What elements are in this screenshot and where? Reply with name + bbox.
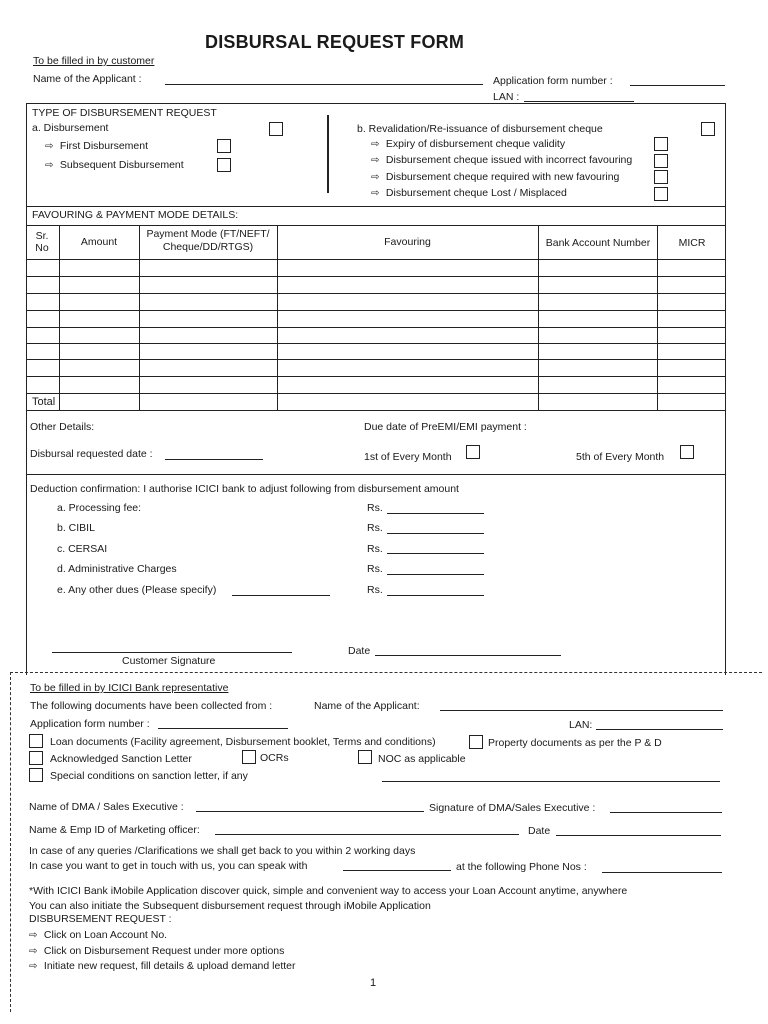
rs-label: Rs.	[367, 584, 383, 596]
expiry-label: Expiry of disbursement cheque validity	[385, 138, 566, 150]
right-arrow-icon: ⇨	[29, 946, 38, 957]
applicant-name-label: Name of the Applicant :	[33, 73, 142, 85]
revalidation-option-label: b. Revalidation/Re-issuance of disbursement cheque	[357, 123, 603, 135]
new-favouring-checkbox[interactable]	[654, 170, 668, 184]
imobile-step-label: Initiate new request, fill details & upload demand letter	[43, 960, 296, 972]
sanction-letter-checkbox[interactable]	[29, 751, 43, 765]
loan-docs-label: Loan documents (Facility agreement, Disbursement booklet, Terms and conditions)	[50, 736, 436, 748]
fifth-of-month-label: 5th of Every Month	[576, 451, 665, 463]
signature-date-field[interactable]	[375, 655, 561, 656]
table-row	[26, 310, 726, 311]
col-header-micr: MICR	[678, 237, 706, 249]
subsequent-disbursement-item	[45, 159, 184, 171]
table-row	[26, 343, 726, 344]
table-column-line	[657, 225, 658, 410]
other-dues-label: e. Any other dues (Please specify)	[57, 584, 217, 596]
table-bottom-border	[26, 410, 726, 411]
table-row	[26, 393, 726, 394]
type-section-heading: TYPE OF DISBURSEMENT REQUEST	[32, 107, 217, 119]
dma-name-label: Name of DMA / Sales Executive :	[29, 801, 184, 813]
marketing-officer-label: Name & Emp ID of Marketing officer:	[29, 824, 200, 836]
lan-label: LAN :	[493, 91, 520, 103]
contact-person-field[interactable]	[343, 870, 451, 871]
cheque-lost-checkbox[interactable]	[654, 187, 668, 201]
contact-suffix-text: at the following Phone Nos :	[456, 861, 587, 873]
cut-line-vertical	[10, 672, 11, 1012]
table-column-line	[538, 225, 539, 410]
date-label: Date	[348, 645, 371, 657]
right-arrow-icon: ⇨	[371, 139, 380, 150]
section-divider	[26, 474, 726, 475]
other-details-label: Other Details:	[30, 421, 95, 433]
table-row	[26, 376, 726, 377]
incorrect-favouring-item	[371, 154, 632, 166]
table-top-border	[26, 225, 726, 226]
imobile-step	[29, 929, 167, 941]
app-form-number-field[interactable]	[630, 85, 725, 86]
right-arrow-icon: ⇨	[45, 160, 54, 171]
table-row	[26, 276, 726, 277]
disbursement-checkbox[interactable]	[269, 122, 283, 136]
noc-label: NOC as applicable	[378, 753, 466, 765]
table-row	[26, 259, 726, 260]
form-title: DISBURSAL REQUEST FORM	[205, 32, 465, 52]
subsequent-disbursement-label: Subsequent Disbursement	[59, 159, 184, 171]
table-row	[26, 293, 726, 294]
cheque-lost-item	[371, 187, 567, 199]
disbursement-option-label: a. Disbursement	[32, 122, 109, 134]
marketing-officer-field[interactable]	[215, 834, 519, 835]
special-conditions-field[interactable]	[382, 781, 720, 782]
first-disbursement-checkbox[interactable]	[217, 139, 231, 153]
right-arrow-icon: ⇨	[29, 930, 38, 941]
contact-prefix-text: In case you want to get in touch with us, you can speak with	[29, 860, 308, 872]
cut-line	[10, 672, 762, 673]
first-disbursement-label: First Disbursement	[59, 140, 149, 152]
loan-docs-checkbox[interactable]	[29, 734, 43, 748]
bank-date-field[interactable]	[556, 835, 721, 836]
first-of-month-label: 1st of Every Month	[364, 451, 452, 463]
sanction-letter-label: Acknowledged Sanction Letter	[50, 753, 192, 765]
cheque-lost-label: Disbursement cheque Lost / Misplaced	[385, 187, 567, 199]
table-row	[26, 359, 726, 360]
col-header-sr-no: Sr. No	[35, 230, 49, 254]
cersai-label: c. CERSAI	[57, 543, 108, 555]
property-docs-label: Property documents as per the P & D	[488, 737, 662, 749]
table-column-line	[277, 225, 278, 410]
customer-signature-label: Customer Signature	[122, 655, 216, 667]
lan-field[interactable]	[524, 101, 634, 102]
requested-date-field[interactable]	[165, 459, 263, 460]
cibil-label: b. CIBIL	[57, 522, 95, 534]
imobile-step-label: Click on Loan Account No.	[43, 929, 168, 941]
right-arrow-icon: ⇨	[371, 188, 380, 199]
special-conditions-label: Special conditions on sanction letter, if any	[50, 770, 248, 782]
dma-signature-label: Signature of DMA/Sales Executive :	[429, 802, 596, 814]
first-of-month-checkbox[interactable]	[466, 445, 480, 459]
bank-date-label: Date	[528, 825, 551, 837]
subsequent-disbursement-checkbox[interactable]	[217, 158, 231, 172]
bank-applicant-label: Name of the Applicant:	[314, 700, 420, 712]
new-favouring-label: Disbursement cheque required with new favouring	[385, 171, 620, 183]
revalidation-checkbox[interactable]	[701, 122, 715, 136]
page-number: 1	[370, 977, 377, 989]
other-dues-field[interactable]	[387, 595, 484, 596]
imobile-line-2: You can also initiate the Subsequent disbursement request through iMobile Application	[29, 900, 431, 912]
ocrs-checkbox[interactable]	[242, 750, 256, 764]
bank-app-form-label: Application form number :	[30, 718, 150, 730]
favouring-section-heading: FAVOURING & PAYMENT MODE DETAILS:	[32, 209, 239, 221]
admin-charges-field[interactable]	[387, 574, 484, 575]
bank-applicant-field[interactable]	[440, 710, 723, 711]
fifth-of-month-checkbox[interactable]	[680, 445, 694, 459]
right-arrow-icon: ⇨	[371, 155, 380, 166]
imobile-line-1: *With ICICI Bank iMobile Application discover quick, simple and convenient way to access your Loan Account anytime, anywhere	[29, 885, 628, 897]
queries-text: In case of any queries /Clarifications we shall get back to you within 2 working days	[29, 845, 416, 857]
bank-lan-label: LAN:	[569, 719, 593, 731]
bank-section-heading: To be filled in by ICICI Bank representative	[30, 682, 229, 694]
processing-fee-field[interactable]	[387, 513, 484, 514]
expiry-checkbox[interactable]	[654, 137, 668, 151]
table-column-line	[59, 225, 60, 410]
rs-label: Rs.	[367, 522, 383, 534]
section-divider	[26, 206, 726, 207]
incorrect-favouring-label: Disbursement cheque issued with incorrect favouring	[385, 154, 633, 166]
total-label: Total	[32, 396, 56, 408]
cersai-field[interactable]	[387, 553, 484, 554]
applicant-name-field[interactable]	[165, 84, 483, 85]
admin-charges-label: d. Administrative Charges	[57, 563, 177, 575]
customer-section-heading: To be filled in by customer	[33, 55, 155, 67]
expiry-item	[371, 138, 565, 150]
app-form-number-label: Application form number :	[493, 75, 613, 87]
dma-signature-field[interactable]	[610, 812, 722, 813]
other-dues-specify-field[interactable]	[232, 595, 330, 596]
table-row	[26, 327, 726, 328]
col-header-amount: Amount	[80, 236, 118, 248]
rs-label: Rs.	[367, 502, 383, 514]
cibil-field[interactable]	[387, 533, 484, 534]
customer-signature-field[interactable]	[52, 652, 292, 653]
rs-label: Rs.	[367, 543, 383, 555]
bank-app-form-field[interactable]	[158, 728, 288, 729]
new-favouring-item	[371, 171, 619, 183]
col-header-bank-account: Bank Account Number	[545, 237, 651, 249]
due-date-label: Due date of PreEMI/EMI payment :	[364, 421, 527, 433]
imobile-step	[29, 945, 284, 957]
phone-nos-field[interactable]	[602, 872, 722, 873]
col-header-payment-mode: Payment Mode (FT/NEFT/ Cheque/DD/RTGS)	[146, 228, 270, 253]
property-docs-checkbox[interactable]	[469, 735, 483, 749]
noc-checkbox[interactable]	[358, 750, 372, 764]
imobile-step-label: Click on Disbursement Request under more options	[43, 945, 285, 957]
deduction-heading: Deduction confirmation: I authorise ICICI bank to adjust following from disbursement amount	[30, 483, 459, 495]
bank-lan-field[interactable]	[596, 729, 723, 730]
processing-fee-label: a. Processing fee:	[57, 502, 142, 514]
ocrs-label: OCRs	[260, 752, 289, 764]
col-header-favouring: Favouring	[384, 236, 431, 248]
imobile-heading: DISBURSEMENT REQUEST :	[29, 913, 172, 925]
special-conditions-checkbox[interactable]	[29, 768, 43, 782]
incorrect-favouring-checkbox[interactable]	[654, 154, 668, 168]
right-arrow-icon: ⇨	[45, 141, 54, 152]
imobile-step	[29, 960, 296, 972]
rs-label: Rs.	[367, 563, 383, 575]
first-disbursement-item	[45, 140, 148, 152]
collected-from-label: The following documents have been collected from :	[30, 700, 273, 712]
right-arrow-icon: ⇨	[371, 172, 380, 183]
requested-date-label: Disbursal requested date :	[30, 448, 153, 460]
type-section-divider	[327, 115, 329, 193]
dma-name-field[interactable]	[196, 811, 424, 812]
right-arrow-icon: ⇨	[29, 961, 38, 972]
